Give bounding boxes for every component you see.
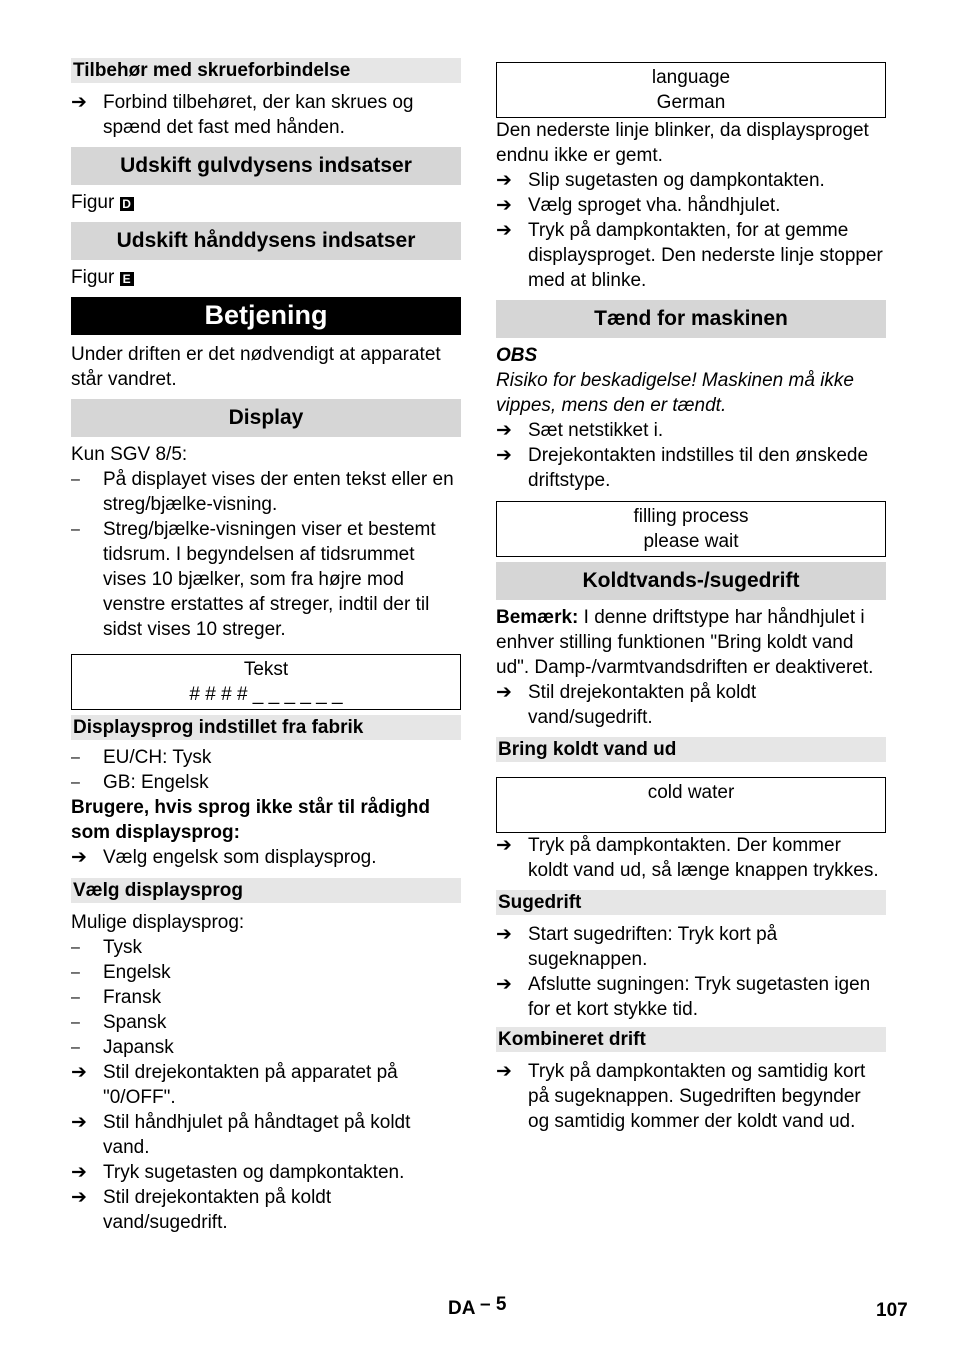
dash-bullet: – (71, 989, 80, 1006)
step-item: ➔ Stil håndhjulet på håndtaget på koldt vand. (71, 1112, 411, 1158)
heading-sugedrift: Sugedrift (496, 890, 886, 915)
figure-reference-e: Figur E (71, 265, 461, 290)
dash-bullet: – (71, 1039, 80, 1056)
display-box-cold-water: cold water (496, 777, 886, 833)
dash-bullet: – (71, 749, 80, 766)
arrow-right-icon: ➔ (71, 1062, 87, 1083)
step-item: ➔ Afslutte sugningen: Tryk sugetasten igen for et kort stykke tid. (496, 974, 871, 1020)
arrow-right-icon: ➔ (496, 420, 512, 441)
figure-reference-d: Figur D (71, 190, 461, 215)
bemaerk-note: Bemærk: I denne driftstype har håndhjulet i enhver stilling funktionen "Bring koldt vand ud". Damp-/varmtvandsdriften er deaktiveret. (496, 607, 874, 678)
blink-text: Den nederste linje blinker, da displaysproget endnu ikke er gemt. (496, 120, 869, 166)
display-box-filling: filling process please wait (496, 501, 886, 557)
arrow-right-icon: ➔ (496, 682, 512, 703)
dash-bullet: – (71, 774, 80, 791)
list-item: – Fransk (71, 987, 162, 1008)
arrow-right-icon: ➔ (71, 1187, 87, 1208)
step-item: ➔ Forbind tilbehøret, der kan skrues og spænd det fast med hånden. (71, 92, 414, 138)
list-item: – Tysk (71, 937, 143, 958)
right-column (496, 58, 886, 1134)
heading-betjening: Betjening (71, 297, 461, 335)
dash-bullet: – (71, 964, 80, 981)
step-item: ➔ Tryk på dampkontakten. Der kommer koldt vand ud, så længe knappen trykkes. (496, 835, 879, 881)
page-number: 107 (876, 1300, 908, 1321)
list-item: – EU/CH: Tysk (71, 747, 212, 768)
footer-section: DA – 5 (448, 1294, 507, 1319)
brugere-note: Brugere, hvis sprog ikke står til rådighd som displaysprog: (71, 797, 430, 843)
list-item: – GB: Engelsk (71, 772, 209, 793)
step-item: ➔ Drejekontakten indstilles til den ønskede driftstype. (496, 445, 869, 491)
heading-kombineret: Kombineret drift (496, 1027, 886, 1052)
arrow-right-icon: ➔ (496, 195, 512, 216)
heading-koldtvand: Koldtvands-/sugedrift (496, 562, 886, 600)
heading-tilbehor: Tilbehør med skrueforbindelse (71, 58, 461, 83)
step-item: ➔ Tryk sugetasten og dampkontakten. (71, 1162, 405, 1183)
step-item: ➔ Slip sugetasten og dampkontakten. (496, 170, 825, 191)
arrow-right-icon: ➔ (71, 847, 87, 868)
list-item: – Japansk (71, 1037, 174, 1058)
dash-bullet: – (71, 471, 80, 488)
list-item: – Spansk (71, 1012, 167, 1033)
arrow-right-icon: ➔ (496, 1061, 512, 1082)
list-item: – På displayet vises der enten tekst eller en streg/bjælke-visning. (71, 469, 454, 515)
step-item: ➔ Tryk på dampkontakten og samtidig kort på sugeknappen. Sugedriften begynder og samtidig kommer der koldt vand ud. (496, 1061, 866, 1132)
heading-vaelg: Vælg displaysprog (71, 878, 461, 903)
arrow-right-icon: ➔ (496, 445, 512, 466)
figure-letter-e: E (120, 272, 134, 286)
display-intro: Kun SGV 8/5: (71, 444, 188, 465)
dash-bullet: – (71, 1014, 80, 1031)
arrow-right-icon: ➔ (496, 974, 512, 995)
heading-bring: Bring koldt vand ud (496, 737, 886, 762)
obs-text: Risiko for beskadigelse! Maskinen må ikke vippes, mens den er tændt. (496, 370, 854, 416)
step-item: ➔ Start sugedriften: Tryk kort på sugeknappen. (496, 924, 778, 970)
arrow-right-icon: ➔ (71, 92, 87, 113)
list-item: – Streg/bjælke-visningen viser et bestemt tidsrum. I begyndelsen af tidsrummet vises 10 bjælker, som fra højre mod venstre erstattes af streger, indtil der til sidst vises 10 streger. (71, 519, 436, 640)
betjening-text: Under driften er det nødvendigt at apparatet står vandret. (71, 344, 441, 390)
step-item: ➔ Vælg sproget vha. håndhjulet. (496, 195, 781, 216)
heading-fabrik: Displaysprog indstillet fra fabrik (71, 715, 461, 740)
heading-hand: Udskift hånddysens indsatser (71, 222, 461, 260)
vaelg-intro: Mulige displaysprog: (71, 912, 245, 933)
step-item: ➔ Stil drejekontakten på apparatet på "0/OFF". (71, 1062, 398, 1108)
left-column (71, 58, 461, 1235)
step-item: ➔ Tryk på dampkontakten, for at gemme displaysproget. Den nederste linje stopper med at blinke. (496, 220, 883, 291)
arrow-right-icon: ➔ (71, 1112, 87, 1133)
arrow-right-icon: ➔ (496, 220, 512, 241)
step-item: ➔ Stil drejekontakten på koldt vand/sugedrift. (496, 682, 757, 728)
list-item: – Engelsk (71, 962, 171, 983)
arrow-right-icon: ➔ (496, 170, 512, 191)
arrow-right-icon: ➔ (71, 1162, 87, 1183)
figure-letter-d: D (120, 197, 134, 211)
display-box-text: Tekst # # # # _ _ _ _ _ _ (71, 654, 461, 710)
obs-label: OBS (496, 345, 538, 366)
dash-bullet: – (71, 939, 80, 956)
heading-gulvdyse: Udskift gulvdysens indsatser (71, 147, 461, 185)
step-item: ➔ Sæt netstikket i. (496, 420, 664, 441)
heading-taend: Tænd for maskinen (496, 300, 886, 338)
arrow-right-icon: ➔ (496, 924, 512, 945)
dash-bullet: – (71, 521, 80, 538)
step-item: ➔ Stil drejekontakten på koldt vand/sugedrift. (71, 1187, 332, 1233)
arrow-right-icon: ➔ (496, 835, 512, 856)
display-box-language: language German (496, 62, 886, 118)
heading-display: Display (71, 399, 461, 437)
step-item: ➔ Vælg engelsk som displaysprog. (71, 847, 377, 868)
